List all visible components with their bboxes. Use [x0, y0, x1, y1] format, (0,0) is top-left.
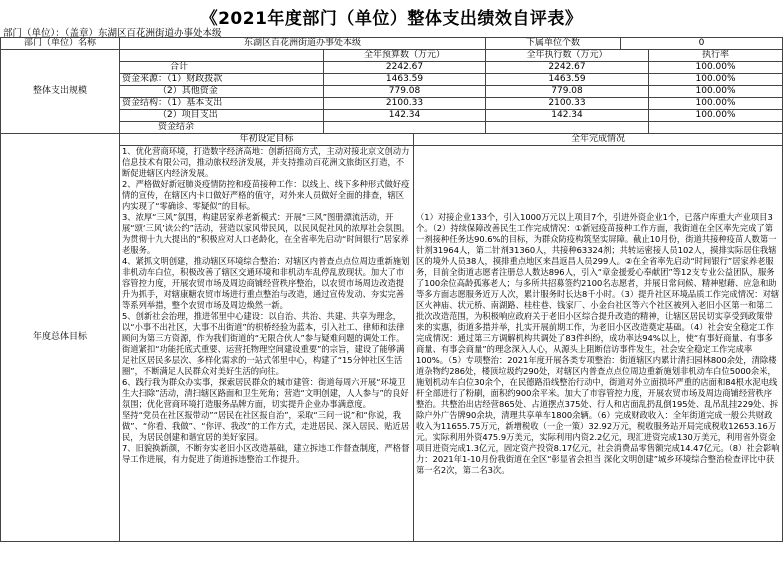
budget-row-label: 资金结余	[120, 122, 324, 134]
rate-value	[649, 122, 783, 134]
actual-value: 142.34	[486, 110, 649, 122]
budget-col-header: 全年预算数（万元）	[324, 50, 486, 62]
actual-value: 1463.59	[486, 74, 649, 86]
budget-row-label: 合计	[120, 62, 324, 74]
budget-row-label: 资金结构：（1）基本支出	[120, 98, 324, 110]
actual-value	[486, 122, 649, 134]
budget-value: 2242.67	[324, 62, 486, 74]
budget-section-label: 整体支出规模	[1, 50, 120, 134]
budget-value: 2100.33	[324, 98, 486, 110]
goals-section-label: 年度总体目标	[1, 134, 120, 542]
rate-value: 100.00%	[649, 62, 783, 74]
actual-value: 2100.33	[486, 98, 649, 110]
dept-name-label: 部门（单位）名称	[1, 38, 120, 50]
budget-row-label: （2）其他资金	[120, 86, 324, 98]
planned-goals-header: 年初设定目标	[120, 134, 414, 146]
rate-col-header: 执行率	[649, 50, 783, 62]
sub-unit-label: 下属单位个数	[486, 38, 621, 50]
planned-goals-text: 1、优化营商环境，打造数字经济高地：创新招商方式，主动对接北京文创动力信息技术有限公司，推动旅权经济发展，并支持推动百花洲文旅街区打造，不断促进辖区内经济发展。 2、严格做好新冠肺炎疫情防控和疫苗接种工作：以线上、线下多种形式做好疫情的宣传，在辖区内卡口做好严格的值守，对外来人员做好全面的排查，辖区内实现了“零确诊、零疑似”的目标。 3、浓厚“三风”氛围，构建居家养老新模式：开展“三风”图册漂流活动，开展“颂‘三风’读公约”活动，营造以家风带民风，以民风促社风的浓厚社会氛围。为贯彻十九大提出的“积极应对人口老龄化，在全省率先启动“时间银行”居家养老服务。 4、紧抓文明创建，推动辖区环境综合整治：对辖区内普查点点位周边重新施划非机动车白位，积极改善了辖区交通环境和非机动车乱停乱放现状。加大了市容管控力度，开展农贸市场及周边商铺经营秩序整治，以农贸市场周边改造提升为抓手，对辖康糖农贸市场进行重点整治与改造，通过宣传发动、夯实完善等系列举措，整个农贸市场及周边焕然一新。 5、创新社会治理，推进邻里中心建设：以自治、共治、共建、共享为理念，以“小事不出社区，大事不出街道”的枳桥经验为蓝本，引入社工、律师和法律顾问为第三方资源，作为我们街道的“无限合伙人”参与疑难问题的调处工作。街道紧扣“功能托底式重要、运营托物理空间建设重要”的宗旨，建设了能够满足社区居民多层次、多样化需求的一站式邻里中心，构建了“15分钟社区生活圈”，不断满足人民群众对美好生活的向往。 6、践行我为群众办实事，探索居民群众的城市建管：街道每周六开展“环境卫生大扫除”活动，清扫辖区路面和卫生死角；营造“文明创建，人人参与”的良好氛围；优化营商环境打造服务品牌方面，切实提升企业办事满意度。 坚持“党员在社区报带动”“居民在社区报自治”，采取“三问一说”和“你说，我做”、“你看、我做”、“你评、我改”的工作方式，走进居民、深入居民、贴近居民，为居民创建和谐宜居的美好家园。 7、旧貌换新颜，不断夯实老旧小区改造基础，建立拆违工作督查制度，严格督导工作进展，有力促进了街道拆违整治工作提升。	[120, 146, 414, 542]
budget-row-label: （2）项目支出	[120, 110, 324, 122]
budget-value: 1463.59	[324, 74, 486, 86]
actual-col-header: 全年执行数（万元）	[486, 50, 649, 62]
actual-value: 779.08	[486, 86, 649, 98]
goals-header-row	[1, 134, 783, 146]
completion-header: 全年完成情况	[414, 134, 783, 146]
sub-unit-value: 0	[621, 38, 783, 50]
form-title: 《2021年度部门（单位）整体支出绩效自评表》	[200, 9, 583, 29]
budget-value: 779.08	[324, 86, 486, 98]
rate-value: 100.00%	[649, 110, 783, 122]
dept-name-value: 东湖区百花洲街道办事处本级	[120, 38, 486, 50]
rate-value: 100.00%	[649, 86, 783, 98]
evaluation-table	[0, 37, 783, 542]
completion-text: （1）对接企业133个，引入1000万元以上项目7个，引进外资企业1个，已落户库重大产业项目3个。（2）持续保障改善民生工作完成情况：①新冠疫苗接种工作方面，我街道在全区率先完成了第一剂接种任务达90.6%的目标，为群众防疫构筑坚实屏障。截止10月份，街道共接种疫苗人数第一针剂31964人，第二针剂31360人，共接种63324剂；共转运密接人员102人，摸排实际居住我辖区的境外人员38人，摸排重点地区来昌返昌人员299人。②在全省率先启动“时间银行”居家养老服务，目前全街道志愿者注册总人数达896人，引入“章金援爱心奉献团”等12支专业公益团队，服务了100余位高龄孤寡老人；与多所共招募签约2100名志愿者，并展日常问候、精神慰藉、应急和助等多方面志愿服务近万人次，累计服务时长达8千小时。（3）提升社区环境品质工作完成情况：对辖区火神庙、状元桥、南湖路、桂柱巷、钱家厂、小金台社区等六个社区被列入老旧小区第一和第二批次改造范围，为积极响应政府关于老旧小区综合提升改造的精神，让辖区居民切实享受到政策带来的实惠，街道多措并举，扎实开展前期工作，为老旧小区改造奠定基础。（4）社会安全稳定工作完成情况：通过第三方调解机构共调处了83件纠纷，成功率达94%以上，使“有事好商量、有事多商量、有事会商量”的理念深入人心，从源头上阻断信访事件发生，社会安全稳定工作完成率100%。（5）专项整治：2021年度开展各类专项整治：街道辖区内累计清扫园林800余处，清除楼道杂物约286处，楼顶垃圾约290处，对辖区内普查点点位周边重新施划非机动车白位5000余米，施划机动车白位30余个，在民德路沿线整治行动中，街道对外立面损坏严重的店面和84根水泥电线杆全部进行了粉刷，面积约900余平米。加大了市容管控力度，开展农贸市场及周边商铺经营秩序整治。共整治出店经营865处、占道摆点375处、行人和店面乱扔乱倒195处、乱吊乱挂229处、拆除户外广告牌90余块，清理共享单车1800余辆。（6）完成财政收入：全年街道完成一般公共财政收入为11655.75万元，新增税收（一企一策）32.92万元，税收服务站开局完成税收12653.16万元。实际利用外资475.9万美元，实际利用内资2.2亿元，现汇进资完成130万美元，利用省外资金项目进资完成1.3亿元，固定资产投资8.17亿元，社会消费品零售额完成14.47亿元。（8）社会影响力：2021年1-10月份我街道在全区“彰显省会担当 深化文明创建”城乡环境综合整治检查评比中获第一名2次，第二名3次。	[414, 146, 783, 542]
budget-value: 142.34	[324, 110, 486, 122]
rate-value: 100.00%	[649, 98, 783, 110]
budget-header-row	[1, 50, 783, 62]
budget-row-label: 资金来源：（1）财政拨款	[120, 74, 324, 86]
rate-value: 100.00%	[649, 74, 783, 86]
budget-value	[324, 122, 486, 134]
dept-name-row	[1, 38, 783, 50]
actual-value: 2242.67	[486, 62, 649, 74]
dept-stamp-line: 部门（单位）：（盖章）东湖区百花洲街道办事处本级	[3, 28, 222, 39]
